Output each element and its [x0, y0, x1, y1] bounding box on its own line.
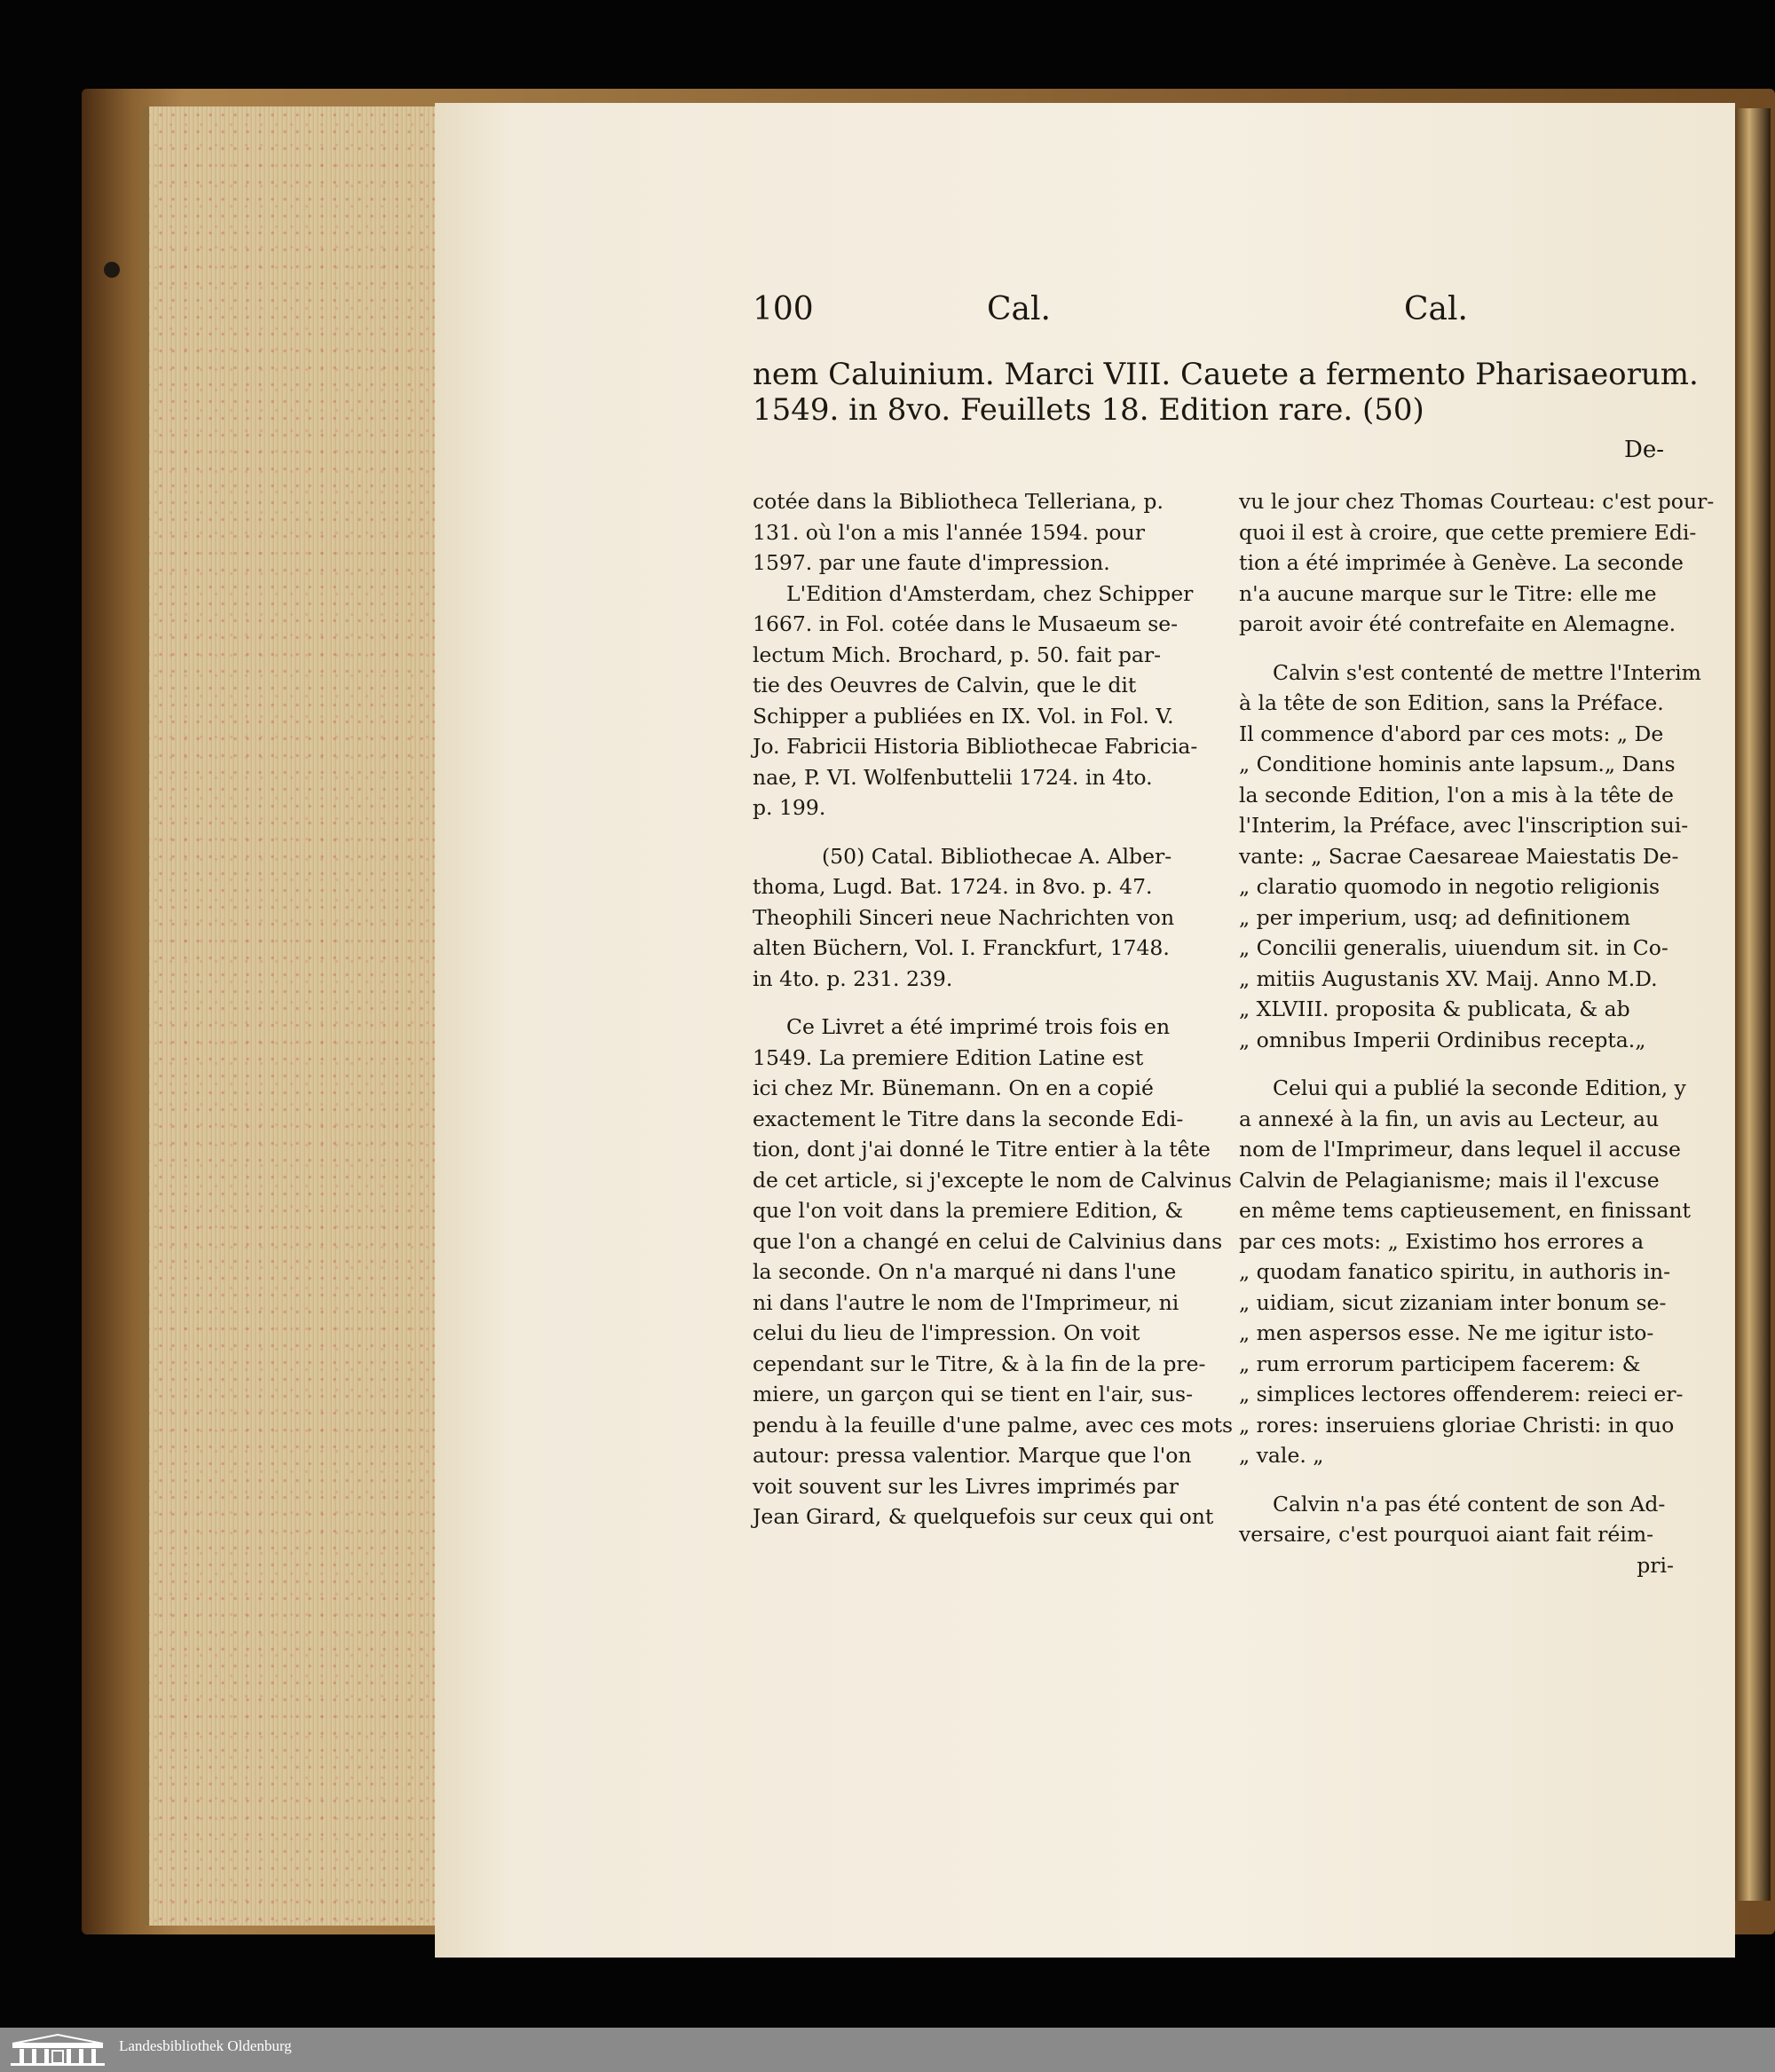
text-line: „ XLVIII. proposita & publicata, & ab — [1239, 997, 1630, 1021]
text-line: „ per imperium, usq; ad definitionem — [1239, 904, 1631, 930]
catchword: pri- — [1637, 1552, 1674, 1578]
library-building-icon — [9, 2033, 106, 2067]
text-line: cotée dans la Bibliotheca Telleriana, p. — [753, 489, 1164, 514]
text-line: n'a aucune marque sur le Titre: elle me — [1239, 580, 1657, 606]
text-line: nom de l'Imprimeur, dans lequel il accuse — [1239, 1137, 1681, 1162]
text-line: Calvin s'est contenté de mettre l'Interim — [1273, 659, 1701, 685]
page-edges — [142, 106, 438, 1926]
text-line: par ces mots: „ Existimo hos errores a — [1239, 1228, 1645, 1254]
text-line: „ mitiis Augustanis XV. Maij. Anno M.D. — [1239, 965, 1658, 991]
text-line: „ Concilii generalis, uiuendum sit. in Co- — [1239, 935, 1668, 960]
text-line: „ Conditione hominis ante lapsum.„ Dans — [1239, 752, 1676, 776]
text-line: „ simplices lectores offenderem: reieci er- — [1239, 1382, 1684, 1406]
text-line: que l'on a changé en celui de Calvinius dans — [753, 1228, 1223, 1254]
text-line: ici chez Mr. Bünemann. On en a copié — [753, 1075, 1154, 1100]
text-line: „ rum errorum participem facerem: & — [1239, 1351, 1641, 1376]
text-line: L'Edition d'Amsterdam, chez Schipper — [786, 580, 1194, 606]
text-line: 1597. par une faute d'impression. — [753, 550, 1110, 575]
left-column — [753, 486, 1234, 1532]
text-line: cependant sur le Titre, & à la fin de la pre- — [753, 1351, 1206, 1376]
footnote-line: in 4to. p. 231. 239. — [753, 965, 953, 991]
text-line: la seconde Edition, l'on a mis à la tête de — [1239, 782, 1674, 808]
title-line-1: nem Caluinium. Marci VIII. Cauete a fermento Pharisaeorum. — [753, 357, 1699, 392]
text-line: en même tems captieusement, en finissant — [1239, 1198, 1691, 1223]
text-line: a annexé à la fin, un avis au Lecteur, au — [1239, 1106, 1660, 1131]
binding-dot — [104, 262, 120, 278]
text-line: „ men aspersos esse. Ne me igitur isto- — [1239, 1320, 1654, 1345]
text-line: Calvin de Pelagianisme; mais il l'excuse — [1239, 1167, 1660, 1193]
title-line-2: 1549. in 8vo. Feuillets 18. Edition rare. (50) — [753, 392, 1424, 428]
text-line: 1549. La premiere Edition Latine est — [753, 1044, 1144, 1070]
footnote-line: alten Büchern, Vol. I. Franckfurt, 1748. — [753, 935, 1170, 960]
text-line: tion, dont j'ai donné le Titre entier à la tête — [753, 1137, 1211, 1162]
text-line: nae, P. VI. Wolfenbuttelii 1724. in 4to. — [753, 764, 1153, 790]
page-number: 100 — [753, 291, 814, 327]
text-line: Jo. Fabricii Historia Bibliothecae Fabricia- — [753, 734, 1198, 759]
text-line: 131. où l'on a mis l'année 1594. pour — [753, 519, 1145, 545]
text-line: ni dans l'autre le nom de l'Imprimeur, ni — [753, 1289, 1179, 1315]
text-line: Celui qui a publié la seconde Edition, y — [1273, 1075, 1686, 1100]
text-line: exactement le Titre dans la seconde Edi- — [753, 1106, 1184, 1131]
text-line: la seconde. On n'a marqué ni dans l'une — [753, 1259, 1177, 1284]
text-line: voit souvent sur les Livres imprimés par — [753, 1473, 1179, 1499]
text-line: lectum Mich. Brochard, p. 50. fait par- — [753, 642, 1162, 667]
library-footer-bar — [0, 2028, 1775, 2072]
text-line: Ce Livret a été imprimé trois fois en — [786, 1014, 1171, 1039]
text-line: „ claratio quomodo in negotio religionis — [1239, 874, 1661, 899]
text-line: autour: pressa valentior. Marque que l'on — [753, 1443, 1192, 1468]
right-column — [1239, 486, 1715, 1580]
footnote-line: Theophili Sinceri neue Nachrichten von — [753, 904, 1175, 930]
text-line: „ rores: inseruiens gloriae Christi: in quo — [1239, 1412, 1675, 1438]
text-line: l'Interim, la Préface, avec l'inscription sui- — [1239, 813, 1689, 838]
text-line: de cet article, si j'excepte le nom de Calvinus — [753, 1167, 1232, 1193]
text-line: „ omnibus Imperii Ordinibus recepta.„ — [1239, 1027, 1646, 1052]
text-line: Jean Girard, & quelquefois sur ceux qui ont — [753, 1504, 1214, 1529]
text-line: Il commence d'abord par ces mots: „ De — [1239, 721, 1664, 746]
text-line: tion a été imprimée à Genève. La seconde — [1239, 550, 1684, 575]
running-head-left: Cal. — [987, 291, 1051, 327]
text-line: que l'on voit dans la premiere Edition, & — [753, 1198, 1184, 1223]
text-line: quoi il est à croire, que cette premiere Edi- — [1239, 519, 1697, 545]
running-head-right: Cal. — [1404, 291, 1468, 327]
text-line: à la tête de son Edition, sans la Préface. — [1239, 690, 1664, 715]
text-line: pendu à la feuille d'une palme, avec ces mots — [753, 1412, 1234, 1438]
footnote-line: (50) Catal. Bibliothecae A. Alber- — [822, 843, 1172, 869]
catchword-right: De- — [1624, 437, 1665, 463]
text-line: „ vale. „ — [1239, 1443, 1324, 1468]
text-line: vante: „ Sacrae Caesareae Maiestatis De- — [1239, 843, 1679, 869]
text-line: „ uidiam, sicut zizaniam inter bonum se- — [1239, 1289, 1667, 1315]
text-line: miere, un garçon qui se tient en l'air, sus- — [753, 1382, 1194, 1406]
text-line: 1667. in Fol. cotée dans le Musaeum se- — [753, 611, 1179, 636]
text-line: Schipper a publiées en IX. Vol. in Fol. V. — [753, 703, 1174, 729]
text-line: celui du lieu de l'impression. On voit — [753, 1320, 1140, 1345]
library-name: Landesbibliothek Oldenburg — [119, 2037, 292, 2054]
footnote-line: thoma, Lugd. Bat. 1724. in 8vo. p. 47. — [753, 874, 1153, 899]
text-line: vu le jour chez Thomas Courteau: c'est pour- — [1239, 489, 1715, 514]
text-line: „ quodam fanatico spiritu, in authoris in- — [1239, 1259, 1671, 1284]
text-line: versaire, c'est pourquoi aiant fait réim- — [1239, 1522, 1654, 1547]
text-line: tie des Oeuvres de Calvin, que le dit — [753, 673, 1137, 697]
next-page-edge — [1735, 108, 1771, 1901]
text-line: p. 199. — [753, 795, 826, 820]
text-line: Calvin n'a pas été content de son Ad- — [1273, 1491, 1666, 1517]
text-line: paroit avoir été contrefaite en Alemagne. — [1239, 611, 1676, 636]
